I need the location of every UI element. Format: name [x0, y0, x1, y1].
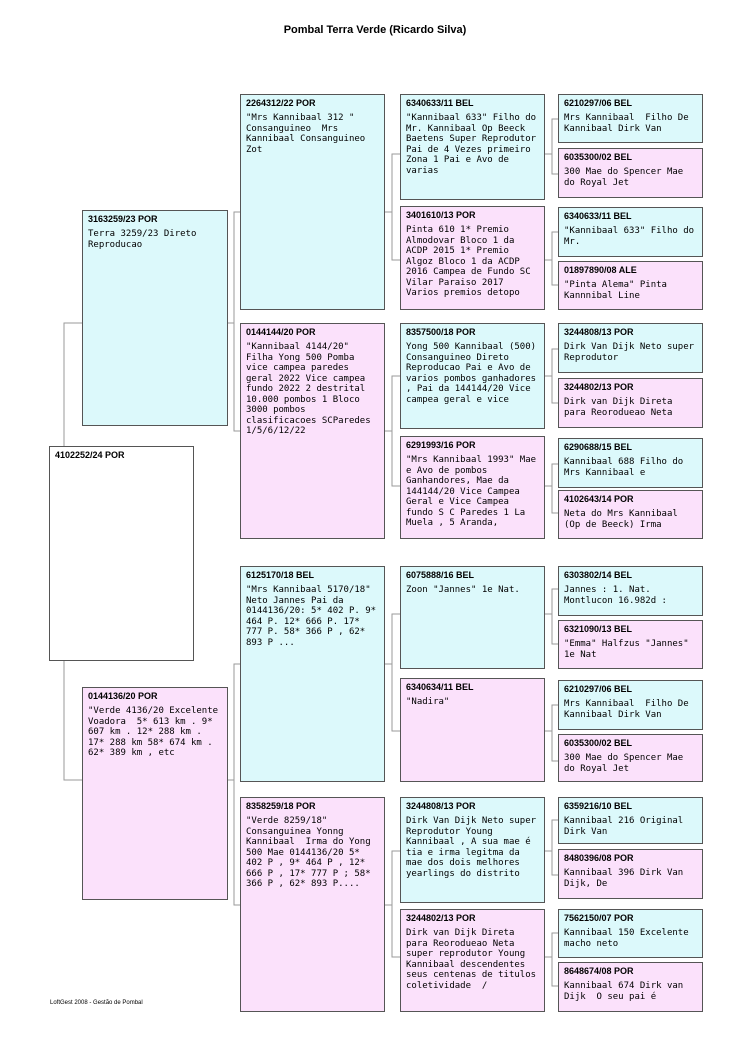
- pedigree-card-g3-2[interactable]: [240, 323, 385, 539]
- g4-4-ring-number: 6291993/16 POR: [406, 440, 476, 450]
- g5-10-description: "Emma" Halfzus "Jannes" 1e Nat: [564, 639, 695, 660]
- g5-15-ring-number: 7562150/07 POR: [564, 913, 634, 923]
- g4-8-description: Dirk van Dijk Direta para Reorodueao Neta super reprodutor Young Kannibaal descendentes seus centenas de titulos coletividade /: [406, 928, 542, 991]
- g3-3-description: "Mrs Kannibaal 5170/18" Neto Jannes Pai da 0144136/20: 5* 402 P. 9* 464 P. 12* 666 P. 17* 777 P. 58* 366 P , 62* 893 P ...: [246, 585, 382, 648]
- pedigree-card-g4-5[interactable]: [400, 566, 545, 669]
- footer-credit: LoftGest 2008 - Gestão de Pombal: [50, 1000, 143, 1006]
- pedigree-card-g5-11[interactable]: [558, 680, 703, 730]
- g5-9-ring-number: 6303802/14 BEL: [564, 570, 633, 580]
- g4-8-ring-number: 3244802/13 POR: [406, 913, 476, 923]
- pedigree-card-g4-4[interactable]: [400, 436, 545, 539]
- g4-4-description: "Mrs Kannibaal 1993" Mae e Avo de pombos Ganhandores, Mae da 144144/20 Vice Campea Geral e Vice Campea fundo S C Paredes 1 La Muela , 5 Aranda,: [406, 455, 542, 528]
- g5-13-ring-number: 6359216/10 BEL: [564, 801, 633, 811]
- g5-4-ring-number: 01897890/08 ALE: [564, 265, 637, 275]
- g4-7-ring-number: 3244808/13 POR: [406, 801, 476, 811]
- pedigree-card-dam[interactable]: [82, 687, 228, 900]
- g5-14-description: Kannibaal 396 Dirk Van Dijk, De: [564, 868, 689, 889]
- g5-13-description: Kannibaal 216 Original Dirk Van: [564, 816, 689, 837]
- g3-1-description: "Mrs Kannibaal 312 " Consanguineo Mrs Kannibaal Consanguineo Zot: [246, 113, 377, 155]
- g4-2-ring-number: 3401610/13 POR: [406, 210, 476, 220]
- pedigree-card-g4-8[interactable]: [400, 909, 545, 1012]
- g3-2-ring-number: 0144144/20 POR: [246, 327, 316, 337]
- pedigree-card-g5-8[interactable]: [558, 490, 703, 539]
- g5-5-description: Dirk Van Dijk Neto super Reprodutor: [564, 342, 700, 363]
- pedigree-card-g5-7[interactable]: [558, 438, 703, 488]
- pedigree-card-g4-7[interactable]: [400, 797, 545, 903]
- dam-ring-number: 0144136/20 POR: [88, 691, 158, 701]
- g3-2-description: "Kannibaal 4144/20" Filha Yong 500 Pomba vice campea paredes geral 2022 Vice campea fundo 2022 2 destrital 10.000 pombos 1 Bloco 3000 pombos clasificacoes SCParedes 1/5/6/12/22: [246, 342, 377, 436]
- g3-4-description: "Verde 8259/18" Consanguinea Yonng Kannibaal Irma do Yong 500 Mae 0144136/20 5* 402 P , 9* 464 P , 12* 666 P , 17* 777 P ; 58* 366 P , 62* 893 P....: [246, 816, 377, 889]
- g5-4-description: "Pinta Alema" Pinta Kannnibal Line: [564, 280, 673, 301]
- g4-3-description: Yong 500 Kannibaal (500) Consanguineo Direto Reproducao Pai e Avo de varios pombos ganhadores , Pai da 144144/20 Vice campea geral e vice: [406, 342, 542, 405]
- g4-2-description: Pinta 610 1* Premio Almodovar Bloco 1 da ACDP 2015 1* Premio Algoz Bloco 1 da ACDP 2016 Campea de Fundo SC Vilar Paraiso 2017 Varios premios detopo: [406, 225, 537, 298]
- g4-6-ring-number: 6340634/11 BEL: [406, 682, 474, 692]
- pedigree-card-g5-4[interactable]: [558, 261, 703, 310]
- g4-1-description: "Kannibaal 633" Filho do Mr. Kannibaal Op Beeck Baetens Super Reprodutor Pai de 4 Vezes primeiro Zona 1 Pai e Avo de varias: [406, 113, 542, 176]
- g5-6-ring-number: 3244802/13 POR: [564, 382, 634, 392]
- g4-5-description: Zoon "Jannes" 1e Nat.: [406, 585, 520, 595]
- g5-1-description: Mrs Kannibaal Filho De Kannibaal Dirk Van: [564, 113, 695, 134]
- sire-description: Terra 3259/23 Direto Reproducao: [88, 229, 202, 250]
- g5-12-description: 300 Mae do Spencer Mae do Royal Jet: [564, 753, 689, 774]
- pedigree-card-g5-12[interactable]: [558, 734, 703, 782]
- g5-1-ring-number: 6210297/06 BEL: [564, 98, 633, 108]
- g5-8-description: Neta do Mrs Kannibaal (Op de Beeck) Irma: [564, 509, 684, 530]
- g5-2-description: 300 Mae do Spencer Mae do Royal Jet: [564, 167, 689, 188]
- g5-16-description: Kannibaal 674 Dirk van Dijk O seu pai é: [564, 981, 689, 1002]
- sire-ring-number: 3163259/23 POR: [88, 214, 158, 224]
- g5-6-description: Dirk van Dijk Direta para Reorodueao Neta: [564, 397, 678, 418]
- g5-12-ring-number: 6035300/02 BEL: [564, 738, 633, 748]
- pedigree-card-subject[interactable]: [49, 446, 194, 661]
- pedigree-card-g4-6[interactable]: [400, 678, 545, 782]
- subject-ring-number: 4102252/24 POR: [55, 450, 125, 460]
- g5-15-description: Kannibaal 150 Excelente macho neto: [564, 928, 695, 949]
- pedigree-card-g5-15[interactable]: [558, 909, 703, 958]
- pedigree-card-g5-6[interactable]: [558, 378, 703, 428]
- g4-6-description: "Nadira": [406, 697, 450, 707]
- g3-4-ring-number: 8358259/18 POR: [246, 801, 316, 811]
- pedigree-card-g5-9[interactable]: [558, 566, 703, 616]
- g5-2-ring-number: 6035300/02 BEL: [564, 152, 633, 162]
- g5-16-ring-number: 8648674/08 POR: [564, 966, 634, 976]
- pedigree-card-g5-14[interactable]: [558, 849, 703, 899]
- pedigree-card-g3-1[interactable]: [240, 94, 385, 310]
- g5-8-ring-number: 4102643/14 POR: [564, 494, 634, 504]
- g5-3-ring-number: 6340633/11 BEL: [564, 211, 632, 221]
- pedigree-card-g4-2[interactable]: [400, 206, 545, 310]
- g5-10-ring-number: 6321090/13 BEL: [564, 624, 633, 634]
- g5-5-ring-number: 3244808/13 POR: [564, 327, 634, 337]
- pedigree-card-g5-1[interactable]: [558, 94, 703, 143]
- pedigree-card-g3-4[interactable]: [240, 797, 385, 1012]
- g5-9-description: Jannes : 1. Nat. Montlucon 16.982d :: [564, 585, 667, 606]
- g5-7-ring-number: 6290688/15 BEL: [564, 442, 633, 452]
- pedigree-card-g3-3[interactable]: [240, 566, 385, 782]
- g5-3-description: "Kannibaal 633" Filho do Mr.: [564, 226, 700, 247]
- g5-11-ring-number: 6210297/06 BEL: [564, 684, 633, 694]
- g4-3-ring-number: 8357500/18 POR: [406, 327, 476, 337]
- pedigree-card-sire[interactable]: [82, 210, 228, 426]
- pedigree-card-g4-3[interactable]: [400, 323, 545, 429]
- pedigree-card-g5-16[interactable]: [558, 962, 703, 1012]
- g4-7-description: Dirk Van Dijk Neto super Reprodutor Young Kannibaal , A sua mae é tia e irma legitma da mae dos dois melhores yearlings do distrito: [406, 816, 542, 879]
- pedigree-card-g5-2[interactable]: [558, 148, 703, 198]
- dam-description: "Verde 4136/20 Excelente Voadora 5* 613 km . 9* 607 km . 12* 288 km . 17* 288 km 58* 674 km . 62* 389 km , etc: [88, 706, 224, 758]
- pedigree-card-g4-1[interactable]: [400, 94, 545, 200]
- g5-11-description: Mrs Kannibaal Filho De Kannibaal Dirk Van: [564, 699, 695, 720]
- page-title: Pombal Terra Verde (Ricardo Silva): [283, 24, 467, 36]
- g4-1-ring-number: 6340633/11 BEL: [406, 98, 474, 108]
- g5-14-ring-number: 8480396/08 POR: [564, 853, 634, 863]
- g3-1-ring-number: 2264312/22 POR: [246, 98, 316, 108]
- g3-3-ring-number: 6125170/18 BEL: [246, 570, 315, 580]
- pedigree-card-g5-3[interactable]: [558, 207, 703, 257]
- g4-5-ring-number: 6075888/16 BEL: [406, 570, 475, 580]
- pedigree-card-g5-13[interactable]: [558, 797, 703, 844]
- pedigree-card-g5-10[interactable]: [558, 620, 703, 669]
- g5-7-description: Kannibaal 688 Filho do Mrs Kannibaal e: [564, 457, 689, 478]
- pedigree-card-g5-5[interactable]: [558, 323, 703, 373]
